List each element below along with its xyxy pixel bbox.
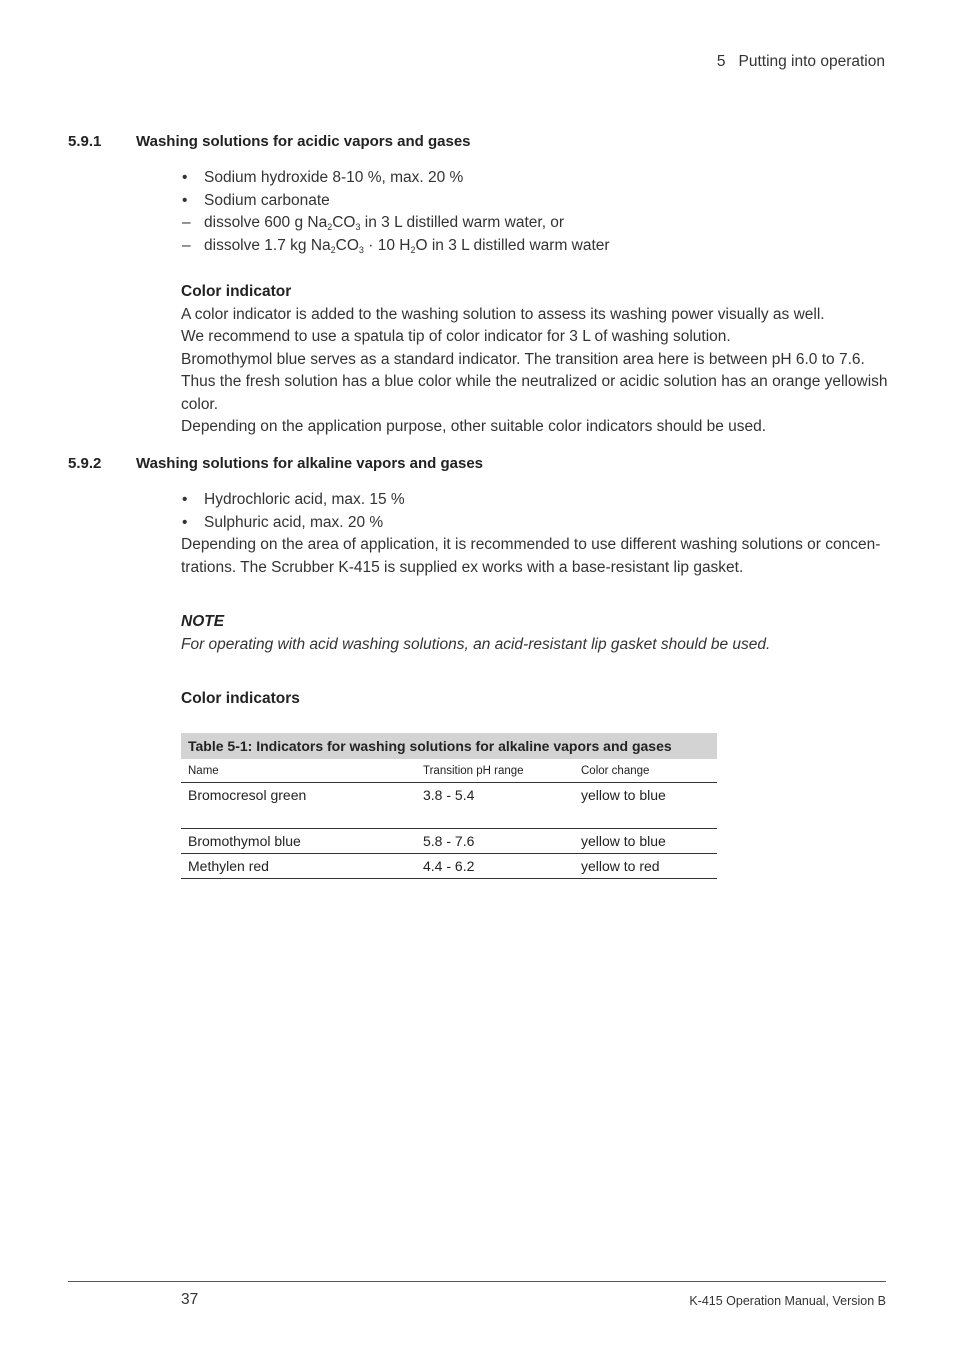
- note-block: [181, 611, 891, 656]
- paragraph: Bromothymol blue serves as a standard indicator. The transition area here is between pH 6.0 to 7.6.: [181, 350, 865, 368]
- table-header-row: [181, 759, 717, 783]
- note-text: For operating with acid washing solutions, an acid-resistant lip gasket should be used.: [181, 635, 771, 653]
- table-cell: yellow to red: [574, 854, 717, 879]
- section-title: Washing solutions for acidic vapors and gases: [136, 133, 471, 150]
- table-cell: yellow to blue: [574, 829, 717, 854]
- note-heading: NOTE: [181, 613, 225, 630]
- table-cell: 5.8 - 7.6: [416, 829, 574, 854]
- list-item: • Hydrochloric acid, max. 15 %: [182, 491, 405, 508]
- paragraph: Depending on the application purpose, other suitable color indicators should be used.: [181, 418, 767, 435]
- page-number: 37: [181, 1291, 199, 1308]
- paragraph: Depending on the area of application, it is recommended to use different washing solutions or concen-trations. The Scrubber K-415 is supplied ex works with a base-resistant lip gasket.: [181, 536, 881, 576]
- table-cell: 4.4 - 6.2: [416, 854, 574, 879]
- document-title: K-415 Operation Manual, Version B: [689, 1294, 886, 1308]
- section-number: 5.9.2: [68, 455, 102, 472]
- running-header: [717, 53, 885, 71]
- bullet-list: [181, 167, 891, 258]
- table-cell: 3.8 - 5.4: [416, 783, 574, 829]
- table-cell: Bromothymol blue: [181, 829, 416, 854]
- section-number: 5.9.1: [68, 133, 102, 150]
- column-header: Transition pH range: [416, 759, 574, 783]
- chapter-title: Putting into operation: [738, 53, 885, 70]
- subheading: Color indicators: [181, 690, 300, 707]
- list-item: – dissolve 600 g $Na_2CO_3$ in 3 L distilled warm water, or: [182, 214, 565, 233]
- list-item: • Sodium hydroxide 8-10 %, max. 20 %: [182, 169, 464, 186]
- table-cell: Methylen red: [181, 854, 416, 879]
- table-row: [181, 783, 717, 829]
- table-cell: yellow to blue: [574, 783, 717, 829]
- paragraph: We recommend to use a spatula tip of color indicator for 3 L of washing solution.: [181, 328, 731, 345]
- list-item: • Sulphuric acid, max. 20 %: [182, 513, 384, 531]
- section-title: Washing solutions for alkaline vapors and gases: [136, 455, 484, 472]
- subheading: Color indicator: [181, 283, 292, 300]
- section-body: [181, 167, 891, 258]
- paragraph: A color indicator is added to the washing solution to assess its washing power visually as well.: [181, 305, 825, 323]
- paragraph: Thus the fresh solution has a blue color while the neutralized or acidic solution has an orange yellowish color.: [181, 373, 888, 413]
- list-item: – dissolve 1.7 kg $Na_2CO_3 \cdot 10$ $H_2O$ in 3 L distilled warm water: [182, 237, 610, 256]
- bullet-list: [181, 489, 891, 534]
- indicators-table: [181, 733, 717, 879]
- chapter-number: 5: [716, 53, 726, 70]
- footer-divider: [68, 1281, 886, 1282]
- section-body: [181, 489, 891, 579]
- table-cell: Bromocresol green: [181, 783, 416, 829]
- table-row: [181, 854, 717, 879]
- list-item: • Sodium carbonate: [182, 191, 330, 209]
- table-caption: Table 5-1: Indicators for washing solutions for alkaline vapors and gases: [181, 733, 717, 759]
- column-header: Color change: [574, 759, 717, 783]
- color-indicator-block: [181, 281, 891, 439]
- column-header: Name: [181, 759, 416, 783]
- table-row: [181, 829, 717, 854]
